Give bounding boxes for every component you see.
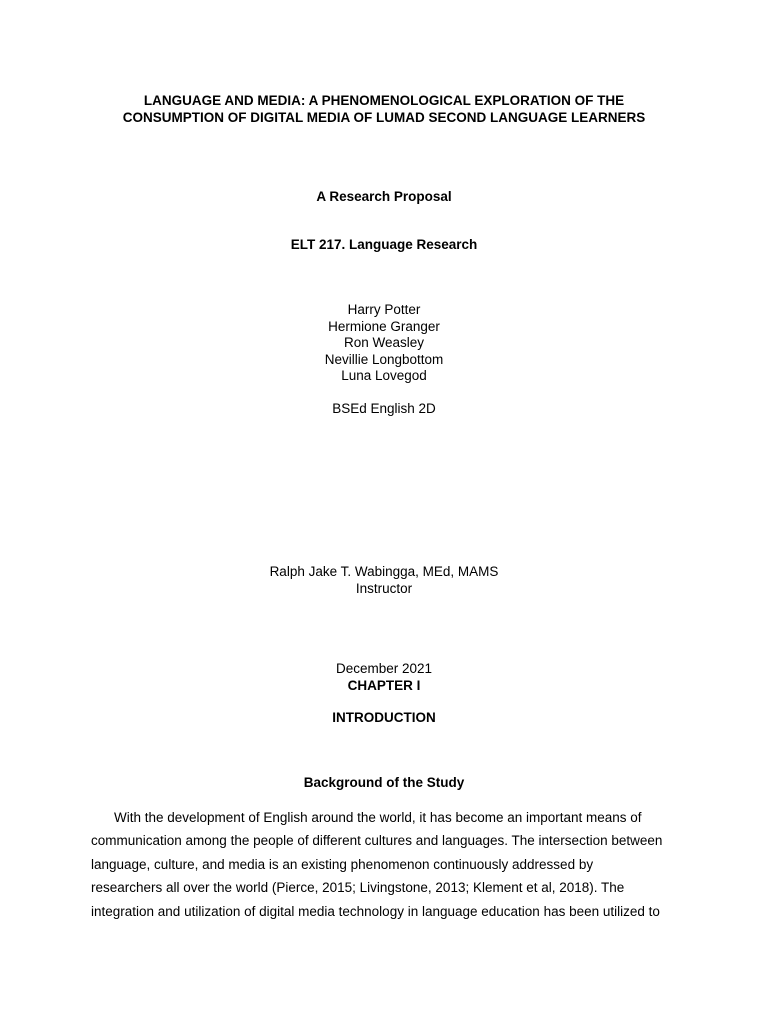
instructor-block [0, 564, 768, 597]
chapter-number: CHAPTER I [347, 678, 421, 693]
instructor-role: Instructor [355, 580, 413, 596]
document-subtitle: A Research Proposal [316, 189, 452, 204]
paragraph-line: communication among the people of different cultures and languages. The intersection between [91, 833, 663, 849]
background-paragraph [91, 806, 691, 923]
author-name: Harry Potter [347, 302, 421, 317]
author-name: Hermione Granger [328, 318, 440, 334]
course-name: ELT 217. Language Research [290, 237, 478, 252]
author-name: Luna Lovegod [341, 368, 427, 384]
section-heading: Background of the Study [303, 775, 465, 790]
paragraph-line: researchers all over the world (Pierce, 2015; Livingstone, 2013; Klement et al, 2018). The [91, 880, 625, 896]
paragraph-line: With the development of English around the world, it has become an important means of [114, 810, 642, 825]
class-section: BSEd English 2D [332, 401, 436, 416]
author-list [0, 302, 768, 385]
chapter-title: INTRODUCTION [332, 710, 436, 725]
document-title [0, 93, 768, 126]
author-name: Ron Weasley [343, 335, 425, 351]
document-date: December 2021 [335, 661, 433, 676]
instructor-name: Ralph Jake T. Wabingga, MEd, MAMS [269, 564, 499, 579]
paragraph-line: integration and utilization of digital media technology in language education has been utilized to [91, 903, 660, 919]
author-name: Nevillie Longbottom [324, 351, 444, 367]
title-line-2: CONSUMPTION OF DIGITAL MEDIA OF LUMAD SECOND LANGUAGE LEARNERS [122, 109, 646, 125]
title-line-1: LANGUAGE AND MEDIA: A PHENOMENOLOGICAL EXPLORATION OF THE [143, 93, 625, 108]
paragraph-line: language, culture, and media is an existing phenomenon continuously addressed by [91, 856, 594, 872]
